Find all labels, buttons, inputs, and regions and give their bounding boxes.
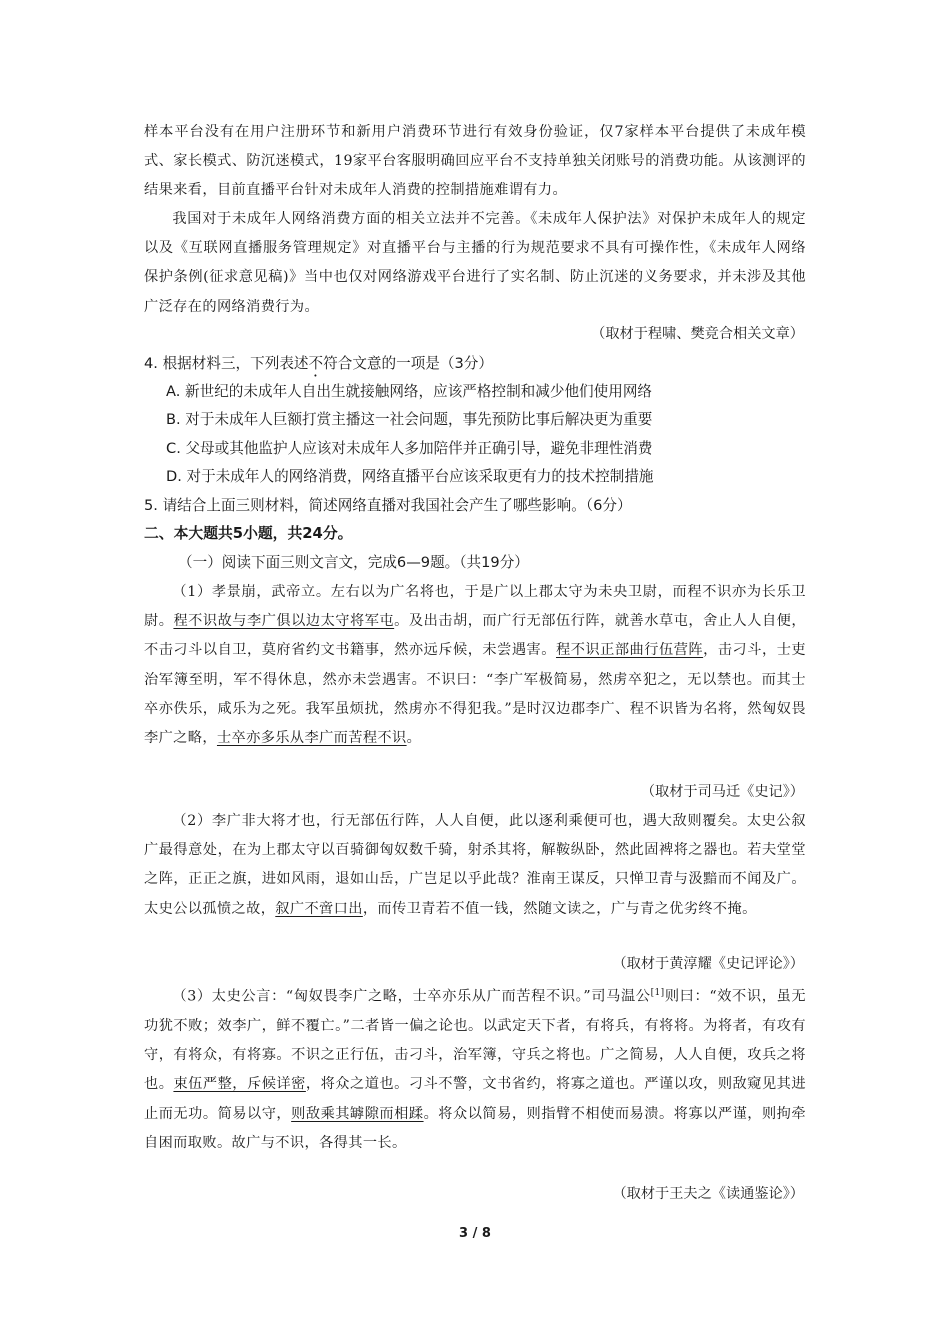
- footnote-marker: [1]: [650, 988, 665, 998]
- question-4-stem: [144, 350, 493, 380]
- text-2-segment: ，而传卫青若不值一钱，然随文读之，广与青之优劣终不掩。: [362, 900, 757, 917]
- material3-source: （取材于程啸、樊竞合相关文章）: [591, 326, 804, 342]
- text-3-segment: 则曰：“效不识，虽无功犹不败；效李广，鲜不覆亡。”二者皆一偏之论也。以武定天下者，有将兵，有将将。为将者，有攻有守，有将众，有将寡。不识之正行伍，击刁斗，治军簿，守兵之将也。广之简易，人人自便，攻兵之将也。: [144, 988, 806, 1093]
- text-3-underlined-1: 束伍严整，斥候详密: [173, 1076, 306, 1093]
- classical-text-2: [144, 807, 806, 924]
- classical-text-3: [144, 979, 806, 1158]
- text-1-segment: 。: [406, 730, 422, 747]
- text-1-underlined-2: 程不识正部曲行伍营阵: [555, 642, 704, 659]
- material3-paragraph-1: 样本平台没有在用户注册环节和新用户消费环节进行有效身份验证，仅7家样本平台提供了未成年模式、家长模式、防沉迷模式，19家平台客服明确回应平台不支持单独关闭账号的消费功能。从该测评的结果来看，目前直播平台针对未成年人消费的控制措施难谓有力。: [144, 124, 806, 199]
- text-3-segment: （3）太史公言：“匈奴畏李广之略，士卒亦乐从广而苦程不识。”司马温公: [172, 988, 651, 1005]
- text-3-segment: 。将众以简易，则指臂不相使而易溃。将寡以严谨，则拘牵自困而取败。故广与不识，各得其一长。: [144, 1105, 806, 1151]
- text-1-underlined-3: 士卒亦多乐从李广而苦程不识: [216, 730, 407, 747]
- text-3-underlined-2: 则敌乘其罅隙而相蹂: [291, 1105, 424, 1122]
- text-1-underlined-1: 程不识故与李广俱以边太守将军屯: [173, 613, 395, 630]
- question-4-stem-b: 符合文意的一项是（3分）: [323, 355, 493, 372]
- question-5: 5. 请结合上面三则材料，简述网络直播对我国社会产生了哪些影响。（6分）: [144, 497, 632, 514]
- page-number: 3 / 8: [459, 1226, 491, 1241]
- question-4-option-c: C. 父母或其他监护人应该对未成年人多加陪伴并正确引导，避免非理性消费: [166, 440, 653, 457]
- text-2-underlined-1: 叙广不啻口出: [275, 900, 363, 917]
- text-1-source: （取材于司马迁《史记》）: [640, 784, 804, 800]
- text-3-segment: ，将众之道也。刁斗不警，文书省约，将寡之道也。严谨以攻，则敌窥见其进止而无功。简易以守，: [144, 1076, 806, 1122]
- subsection-1-heading: （一）阅读下面三则文言文，完成6—9题。（共19分）: [178, 554, 529, 571]
- section-2-heading: 二、本大题共5小题，共24分。: [144, 525, 353, 542]
- question-4-option-a: A. 新世纪的未成年人自出生就接触网络，应该严格控制和减少他们使用网络: [166, 383, 653, 400]
- classical-text-1: [144, 578, 806, 753]
- question-4-option-b: B. 对于未成年人巨额打赏主播这一社会问题，事先预防比事后解决更为重要: [166, 411, 653, 428]
- text-2-segment: （2）李广非大将才也，行无部伍行阵，人人自便，此以逐利乘便可也，遇大敌则覆矣。太史公叙广最得意处，在为上郡太守以百骑御匈奴数千骑，射杀其将，解鞍纵卧，然此固裨将之器也。若夫堂堂之阵，正正之旗，进如风雨，退如山岳，广岂足以乎此哉？淮南王谋反，只惮卫青与汲黯而不闻及广。太史公以孤愤之故，: [144, 813, 806, 917]
- material3-paragraph-2: 我国对于未成年人网络消费方面的相关立法并不完善。《未成年人保护法》对保护未成年人的规定以及《互联网直播服务管理规定》对直播平台与主播的行为规范要求不具有可操作性，《未成年人网络保护条例(征求意见稿)》当中也仅对网络游戏平台进行了实名制、防止沉迷的义务要求，并未涉及其他广泛存在的网络消费行为。: [144, 211, 806, 315]
- text-1-segment: 。及出击胡，而广行无部伍行阵，就善水草屯，舍止人人自便，不击刁斗以自卫，莫府省约文书籍事，然亦远斥候，未尝遇害。: [144, 613, 806, 659]
- text-3-source: （取材于王夫之《读通鉴论》）: [612, 1186, 804, 1202]
- question-4-emphasis: 不: [308, 355, 324, 372]
- question-4-stem-a: 4. 根据材料三，下列表述: [144, 355, 309, 372]
- text-1-segment: ，击刁斗，士吏治军簿至明，军不得休息，然亦未尝遇害。不识曰：“李广军极简易，然虏卒犯之，无以禁也。而其士卒亦佚乐，咸乐为之死。我军虽烦扰，然虏亦不得犯我。”是时汉边郡李广、程不识皆为名将，然匈奴畏李广之略，: [144, 642, 806, 747]
- text-1-segment: （1）孝景崩，武帝立。左右以为广名将也，于是广以上郡太守为未央卫尉，而程不识亦为长乐卫尉。: [144, 584, 806, 630]
- text-2-source: （取材于黄淳耀《史记评论》）: [612, 956, 804, 972]
- question-4-option-d: D. 对于未成年人的网络消费，网络直播平台应该采取更有力的技术控制措施: [166, 468, 654, 485]
